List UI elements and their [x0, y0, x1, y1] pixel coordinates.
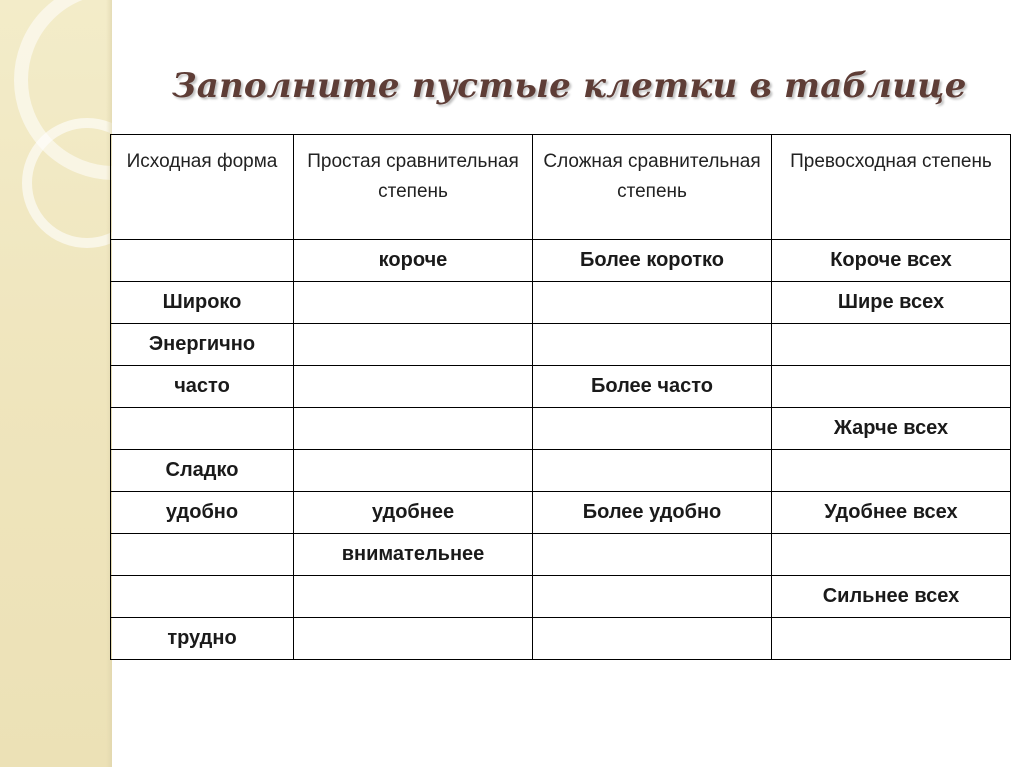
cell-simple-comparative[interactable] — [294, 576, 533, 618]
cell-compound-comparative[interactable] — [533, 576, 772, 618]
table-row — [111, 366, 1011, 408]
table-row — [111, 324, 1011, 366]
table-row — [111, 450, 1011, 492]
comparison-degrees-table — [110, 134, 1011, 660]
cell-superlative[interactable] — [772, 366, 1011, 408]
cell-original-form[interactable]: Сладко — [111, 450, 294, 492]
table-header-row — [111, 135, 1011, 240]
cell-compound-comparative[interactable]: Более коротко — [533, 240, 772, 282]
table-row — [111, 534, 1011, 576]
cell-superlative[interactable]: Жарче всех — [772, 408, 1011, 450]
cell-compound-comparative[interactable] — [533, 450, 772, 492]
header-original-form: Исходная форма — [111, 135, 294, 240]
cell-original-form[interactable]: часто — [111, 366, 294, 408]
cell-original-form[interactable]: Широко — [111, 282, 294, 324]
cell-compound-comparative[interactable] — [533, 408, 772, 450]
cell-simple-comparative[interactable] — [294, 366, 533, 408]
header-superlative: Превосходная степень — [772, 135, 1011, 240]
cell-original-form[interactable]: Энергично — [111, 324, 294, 366]
header-simple-comparative: Простая сравнительная степень — [294, 135, 533, 240]
cell-superlative[interactable] — [772, 534, 1011, 576]
table-row — [111, 240, 1011, 282]
header-compound-comparative: Сложная сравнительная степень — [533, 135, 772, 240]
decorative-side-band — [0, 0, 112, 767]
cell-superlative[interactable]: Сильнее всех — [772, 576, 1011, 618]
cell-original-form[interactable] — [111, 240, 294, 282]
table-row — [111, 576, 1011, 618]
table-row — [111, 408, 1011, 450]
cell-simple-comparative[interactable]: короче — [294, 240, 533, 282]
cell-superlative[interactable]: Шире всех — [772, 282, 1011, 324]
cell-original-form[interactable]: трудно — [111, 618, 294, 660]
cell-compound-comparative[interactable]: Более часто — [533, 366, 772, 408]
cell-superlative[interactable] — [772, 450, 1011, 492]
table-row — [111, 618, 1011, 660]
cell-compound-comparative[interactable]: Более удобно — [533, 492, 772, 534]
slide-title: Заполните пустые клетки в таблице — [172, 66, 967, 106]
table-row — [111, 282, 1011, 324]
cell-compound-comparative[interactable] — [533, 618, 772, 660]
cell-simple-comparative[interactable] — [294, 282, 533, 324]
cell-simple-comparative[interactable] — [294, 450, 533, 492]
cell-compound-comparative[interactable] — [533, 534, 772, 576]
cell-compound-comparative[interactable] — [533, 324, 772, 366]
cell-superlative[interactable]: Удобнее всех — [772, 492, 1011, 534]
cell-simple-comparative[interactable] — [294, 324, 533, 366]
cell-superlative[interactable] — [772, 618, 1011, 660]
cell-original-form[interactable] — [111, 534, 294, 576]
cell-simple-comparative[interactable]: удобнее — [294, 492, 533, 534]
cell-compound-comparative[interactable] — [533, 282, 772, 324]
cell-simple-comparative[interactable] — [294, 408, 533, 450]
cell-original-form[interactable]: удобно — [111, 492, 294, 534]
cell-original-form[interactable] — [111, 408, 294, 450]
cell-simple-comparative[interactable] — [294, 618, 533, 660]
cell-superlative[interactable] — [772, 324, 1011, 366]
table-row — [111, 492, 1011, 534]
cell-superlative[interactable]: Короче всех — [772, 240, 1011, 282]
cell-simple-comparative[interactable]: внимательнее — [294, 534, 533, 576]
cell-original-form[interactable] — [111, 576, 294, 618]
